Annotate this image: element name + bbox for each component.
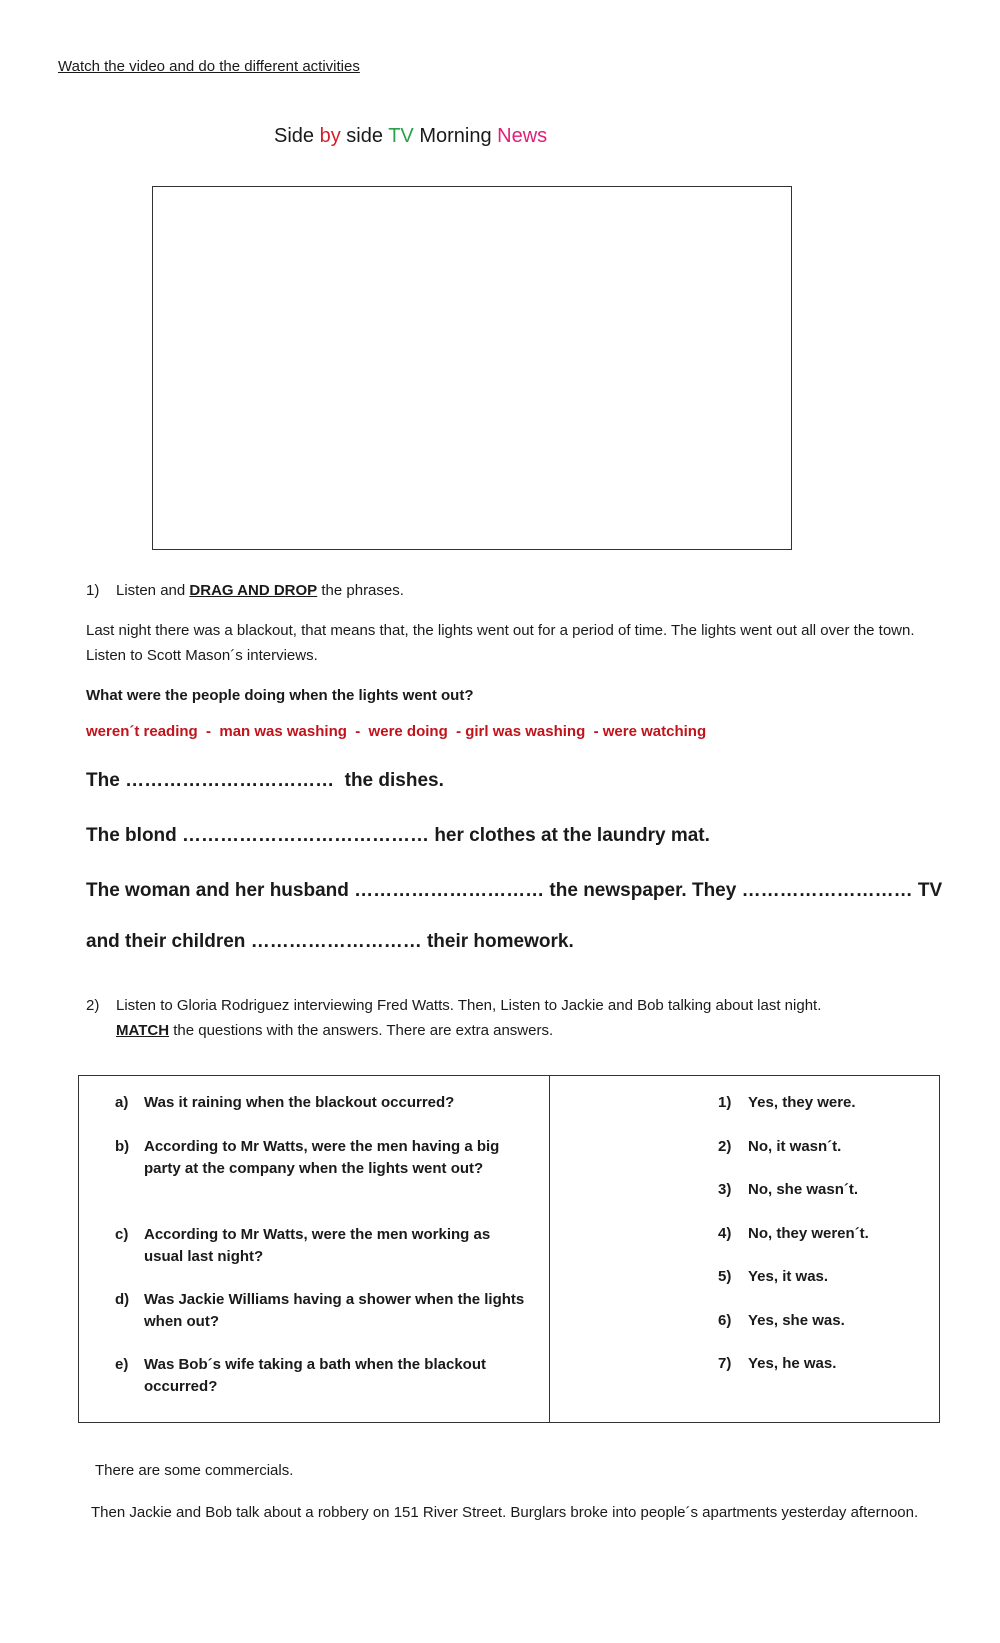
fill-line-4 (86, 931, 574, 953)
question-label: c) (115, 1226, 129, 1243)
fill-line-3 (86, 880, 942, 902)
section1-heading (86, 578, 404, 603)
section2-intro-pre: Listen to Gloria Rodriguez interviewing Fred Watts. Then, Listen to Jackie and Bob talking about last night. (116, 997, 822, 1014)
drag-and-drop-label: DRAG AND DROP (189, 582, 318, 599)
drop-slot-4[interactable]: ……………………… (741, 880, 913, 901)
question-a[interactable] (115, 1092, 545, 1114)
question-b[interactable] (115, 1136, 545, 1180)
fill3-text-c: TV (917, 880, 943, 901)
drop-slot-1[interactable]: …………………………… (125, 770, 335, 791)
section1-intro-post: the phrases. (321, 582, 404, 599)
answer-label: 2) (718, 1138, 732, 1155)
question-label: e) (115, 1356, 129, 1373)
fill-line-2 (86, 825, 710, 847)
drop-slot-5[interactable]: ……………………… (250, 931, 422, 952)
match-label: MATCH (116, 1022, 170, 1039)
answer-2[interactable] (718, 1136, 841, 1158)
fill2-text-a: The blond (86, 825, 177, 846)
answer-3[interactable] (718, 1179, 858, 1201)
answer-text: No, it wasn´t. (748, 1138, 842, 1155)
answer-6[interactable] (718, 1310, 845, 1332)
answer-label: 7) (718, 1355, 732, 1372)
title-word-morning: Morning (419, 125, 492, 147)
question-label: d) (115, 1291, 130, 1308)
title-word-side2: side (346, 125, 383, 147)
fill2-text-b: her clothes at the laundry mat. (434, 825, 710, 846)
fill3-text-b: the newspaper. They (549, 880, 737, 901)
fill3-text-a: The woman and her husband (86, 880, 349, 901)
question-d[interactable] (115, 1289, 545, 1333)
title-word-side: Side (274, 125, 315, 147)
section1-question: What were the people doing when the lights went out? (86, 687, 474, 704)
video-player[interactable] (152, 186, 792, 550)
answer-5[interactable] (718, 1266, 828, 1288)
question-text: According to Mr Watts, were the men having a big party at the company when the lights went out? (144, 1138, 500, 1177)
question-text: According to Mr Watts, were the men working as usual last night? (144, 1226, 491, 1265)
answer-label: 5) (718, 1268, 732, 1285)
fill4-text-a: and their children (86, 931, 246, 952)
section2-intro-post: the questions with the answers. There are extra answers. (173, 1022, 554, 1039)
section1-number: 1) (86, 582, 100, 599)
answer-text: Yes, she was. (748, 1312, 845, 1329)
answer-label: 3) (718, 1181, 732, 1198)
question-c[interactable] (115, 1224, 545, 1268)
title-word-by: by (319, 125, 341, 147)
question-label: a) (115, 1094, 129, 1111)
fill4-text-b: their homework. (426, 931, 574, 952)
answer-label: 1) (718, 1094, 732, 1111)
question-label: b) (115, 1138, 130, 1155)
instruction-text: Watch the video and do the different activities (58, 58, 360, 75)
drop-slot-2[interactable]: ………………………………… (182, 825, 430, 846)
fill1-text-b: the dishes. (344, 770, 444, 791)
section1-intro-pre: Listen and (116, 582, 186, 599)
answer-text: Yes, he was. (748, 1355, 837, 1372)
fill-line-1 (86, 770, 444, 792)
question-text: Was it raining when the blackout occurred? (144, 1094, 455, 1111)
title-word-news: News (497, 125, 548, 147)
fill1-text-a: The (86, 770, 120, 791)
answer-text: No, they weren´t. (748, 1225, 869, 1242)
answer-text: No, she wasn´t. (748, 1181, 859, 1198)
answer-7[interactable] (718, 1353, 836, 1375)
question-text: Was Jackie Williams having a shower when the lights when out? (144, 1291, 525, 1330)
answer-label: 6) (718, 1312, 732, 1329)
blackout-paragraph: Last night there was a blackout, that means that, the lights went out for a period of time. The lights went out all over the town. Listen to Scott Mason´s interviews. (86, 622, 915, 664)
question-e[interactable] (115, 1354, 545, 1398)
section2-number: 2) (86, 997, 100, 1014)
drop-slot-3[interactable]: ………………………… (354, 880, 545, 901)
robbery-paragraph: Then Jackie and Bob talk about a robbery on 151 River Street. Burglars broke into people´s apartments yesterday afternoon. (91, 1504, 919, 1521)
answer-text: Yes, they were. (748, 1094, 856, 1111)
section2-heading (86, 993, 946, 1043)
answer-text: Yes, it was. (748, 1268, 829, 1285)
answer-label: 4) (718, 1225, 732, 1242)
title-word-tv: TV (388, 125, 414, 147)
question-text: Was Bob´s wife taking a bath when the blackout occurred? (144, 1356, 486, 1395)
answer-1[interactable] (718, 1092, 856, 1114)
commercials-text: There are some commercials. (95, 1462, 294, 1479)
answer-4[interactable] (718, 1223, 869, 1245)
phrase-bank[interactable]: weren´t reading - man was washing - were doing - girl was washing - were watching (86, 723, 707, 740)
page-title (274, 125, 547, 148)
